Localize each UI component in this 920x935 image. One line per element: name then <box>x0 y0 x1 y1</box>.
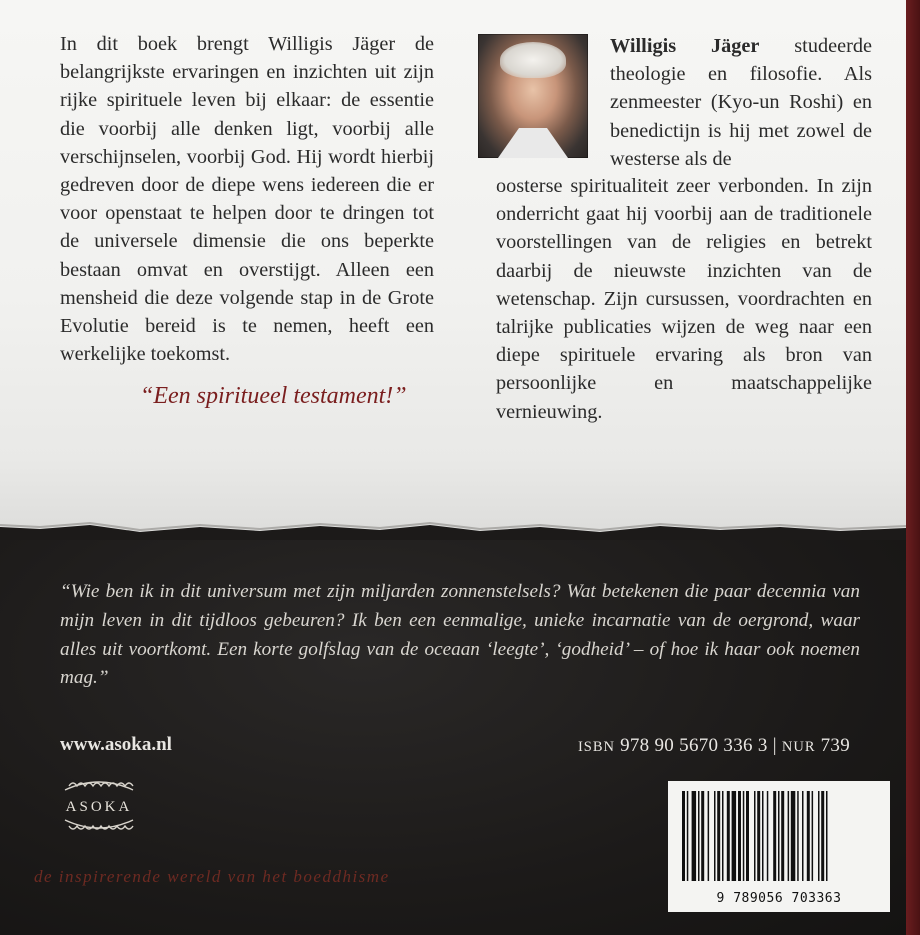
barcode-bars <box>680 791 878 881</box>
svg-text:ASOKA: ASOKA <box>65 799 133 815</box>
publisher-tagline: de inspirerende wereld van het boeddhisme <box>34 867 390 886</box>
author-bio-intro <box>610 32 872 173</box>
isbn-number: 978 90 5670 336 3 <box>620 735 768 756</box>
isbn-separator: | <box>772 735 777 756</box>
asoka-logo-icon <box>55 776 143 840</box>
author-photo <box>478 34 588 158</box>
author-bio-start: studeerde theologie en filosofie. Als zenmeester (Kyo-un Roshi) en benedictijn is hij met zowel de westerse als de <box>610 35 872 170</box>
author-bio-continued: oosterse spiritualiteit zeer verbonden. In zijn onderricht gaat hij voorbij aan de traditionele voorstellingen van de religies en betrekt daarbij de nieuwste inzichten van de wetenschap. Zijn cursussen, voordrachten en talrijke publicaties wijzen de weg naar een diepe spirituele ervaring als bron van persoonlijke en maatschappelijke vernieuwing. <box>496 175 872 423</box>
isbn-barcode <box>668 781 890 912</box>
isbn-label: ISBN <box>577 739 615 755</box>
author-name: Willigis Jäger <box>610 35 760 57</box>
blurb-text: In dit boek brengt Willigis Jäger de belangrijkste ervaringen en inzichten uit zijn rijke spirituele leven bij elkaar: de essentie die voorbij alle denken ligt, voorbij alle verschijnselen, voorbij God. Hij wordt hierbij gedreven door de diepe wens iedereen die er voor openstaat te helpen door te dringen tot de universele dimensie die ons beperkte bestaan omvat en overstijgt. Alleen een mensheid die deze volgende stap in de Grote Evolutie bereid is te nemen, heeft een werkelijke toekomst. <box>60 33 434 366</box>
isbn-line <box>578 735 850 757</box>
tagline-quote: “Een spiritueel testament!” <box>140 383 407 409</box>
nur-number: 739 <box>820 735 850 756</box>
author-quote: “Wie ben ik in dit universum met zijn miljarden zonnenstelsels? Wat betekenen die paar decennia van mijn leven in dit tijdloos gebeuren? Ik ben een eenmalige, unieke incarnatie van de oergrond, waar alles uit voortkomt. Een korte golfslag van de oceaan ‘leegte’, ‘godheid’ – of hoe ik haar ook noemen mag.” <box>60 581 860 689</box>
publisher-url[interactable]: www.asoka.nl <box>60 734 172 755</box>
barcode-number: 9 789056 703363 <box>716 891 842 906</box>
nur-label: NUR <box>781 739 816 755</box>
spine-edge <box>906 0 920 935</box>
